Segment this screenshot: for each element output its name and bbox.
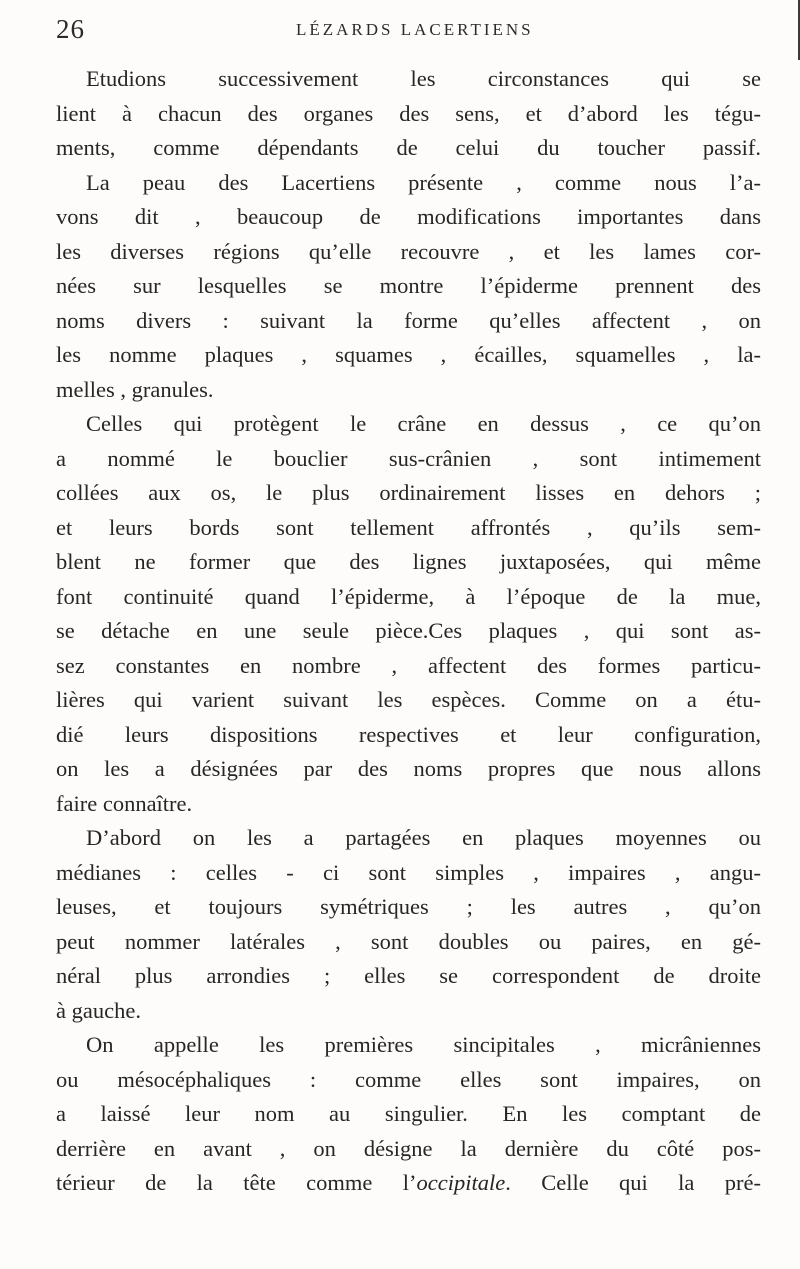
text-line: D’abord on les a partagées en plaques moyennes ou (86, 825, 761, 850)
text-segment: . Celle qui la pré- (505, 1170, 761, 1195)
text-line: faire connaître. (56, 790, 193, 816)
text-line-final (56, 1166, 761, 1201)
text-line: Celles qui protègent le crâne en dessus , ce qu’on (86, 411, 761, 436)
text-line: sez constantes en nombre , affectent des formes particu- (56, 652, 761, 678)
page-number: 26 (56, 14, 85, 44)
text-line: lières qui varient suivant les espèces. Comme on a étu- (56, 687, 761, 712)
text-line: lient à chacun des organes des sens, et d’abord les tégu- (56, 100, 761, 126)
text-line: ou mésocéphaliques : comme elles sont impaires, on (56, 1066, 761, 1092)
paragraph (56, 821, 761, 1028)
text-line: on les a désignées par des noms propres que nous allons (56, 756, 761, 781)
text-line: se détache en une seule pièce.Ces plaques , qui sont as- (56, 618, 761, 643)
italic-term: occipitale (416, 1170, 506, 1195)
text-line: collées aux os, le plus ordinairement lisses en dehors ; (56, 480, 761, 505)
running-title: LÉZARDS LACERTIENS (296, 20, 534, 39)
paragraph (56, 62, 761, 407)
text-line: néral plus arrondies ; elles se correspondent de droite (56, 963, 761, 988)
text-line: ments, comme dépendants de celui du toucher passif. (56, 135, 761, 160)
text-line: blent ne former que des lignes juxtaposées, qui même (56, 549, 761, 574)
text-line: leuses, et toujours symétriques ; les autres , qu’on (56, 894, 761, 919)
text-line: font continuité quand l’épiderme, à l’époque de la mue, (56, 583, 761, 609)
paragraph (56, 407, 761, 821)
body-text (56, 62, 761, 1201)
text-line: vons dit , beaucoup de modifications importantes dans (56, 204, 761, 229)
text-line: melles , granules. (56, 376, 214, 402)
text-line: les diverses régions qu’elle recouvre , et les lames cor- (56, 238, 761, 264)
text-line: a nommé le bouclier sus-crânien , sont intimement (56, 445, 761, 471)
text-line: les nomme plaques , squames , écailles, squamelles , la- (56, 342, 761, 367)
text-line: médianes : celles - ci sont simples , impaires , angu- (56, 859, 761, 885)
text-line: dié leurs dispositions respectives et leur configuration, (56, 721, 761, 747)
text-line: nées sur lesquelles se montre l’épiderme prennent des (56, 273, 761, 298)
text-line: Etudions successivement les circonstances qui se (86, 66, 761, 91)
text-line: derrière en avant , on désigne la dernière du côté pos- (56, 1135, 761, 1161)
text-line: a laissé leur nom au singulier. En les comptant de (56, 1101, 761, 1126)
text-segment: térieur de la tête comme l’ (56, 1170, 417, 1195)
page-header (56, 14, 756, 48)
text-line: à gauche. (56, 997, 141, 1023)
text-line: peut nommer latérales , sont doubles ou paires, en gé- (56, 928, 761, 954)
text-line: noms divers : suivant la forme qu’elles affectent , on (56, 307, 761, 333)
text-line: et leurs bords sont tellement affrontés , qu’ils sem- (56, 514, 761, 540)
text-line: La peau des Lacertiens présente , comme nous l’a- (86, 169, 761, 195)
paragraph (56, 1028, 761, 1201)
text-line: On appelle les premières sincipitales , micrâniennes (86, 1032, 761, 1057)
